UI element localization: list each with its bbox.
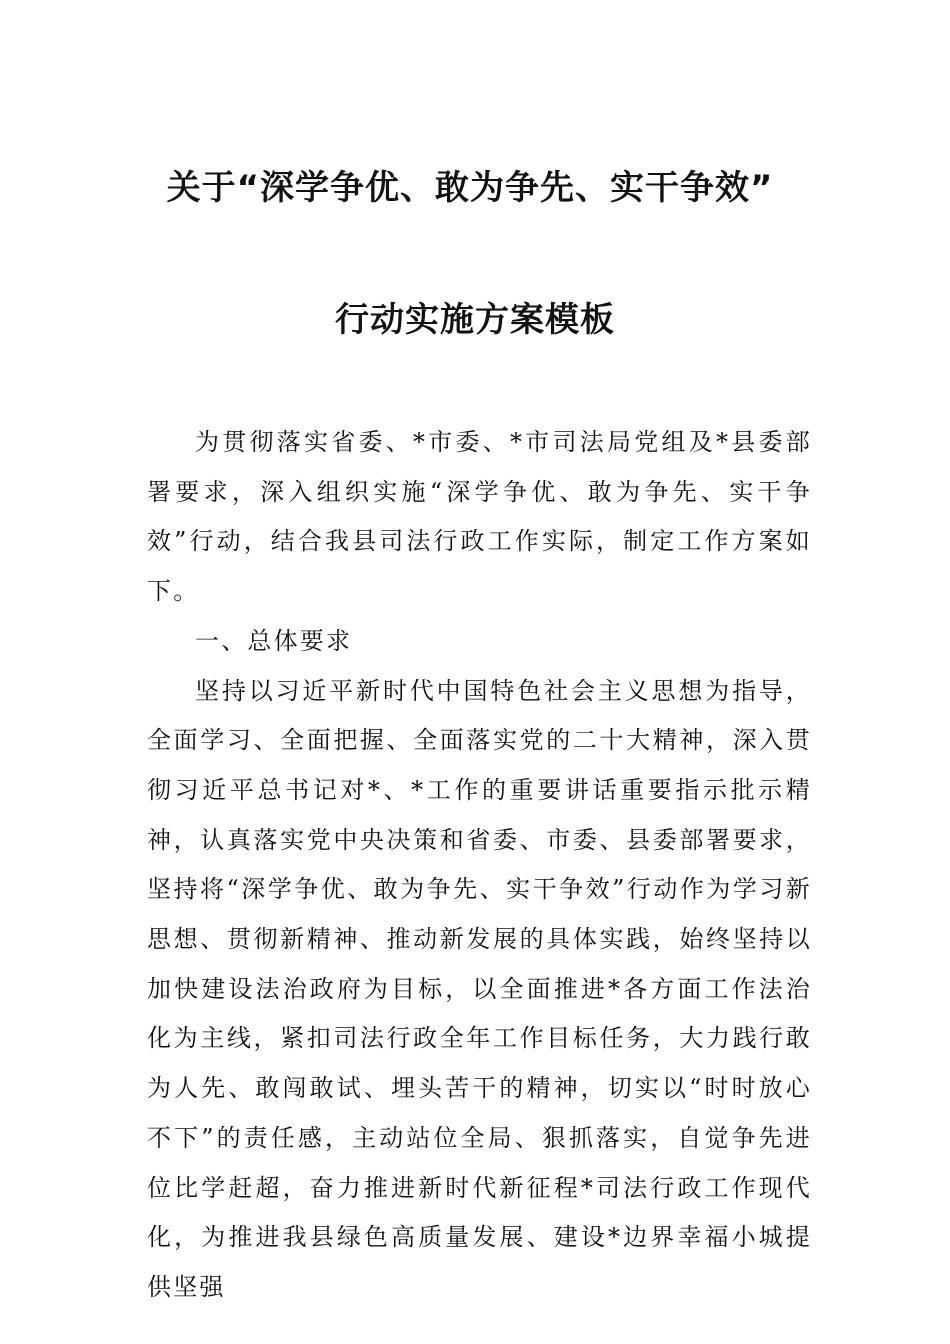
section-heading-overall-requirements: 一、总体要求: [195, 626, 353, 655]
document-title-line-1: 关于“深学争优、敢为争先、实干争效”: [166, 168, 774, 208]
intro-paragraph: 为贯彻落实省委、*市委、*市司法局党组及*县委部署要求，深入组织实施“深学争优、敢为争先、实干争效”行动，结合我县司法行政工作实际，制定工作方案如下。: [147, 428, 812, 606]
body-paragraph: 坚持以习近平新时代中国特色社会主义思想为指导，全面学习、全面把握、全面落实党的二十大精神，深入贯彻习近平总书记对*、*工作的重要讲话重要指示批示精神，认真落实党中央决策和省委、市委、县委部署要求，坚持将“深学争优、敢为争先、实干争效”行动作为学习新思想、贯彻新精神、推动新发展的具体实践，始终坚持以加快建设法治政府为目标，以全面推进*各方面工作法治化为主线，紧扣司法行政全年工作目标任务，大力践行敢为人先、敢闯敢试、埋头苦干的精神，切实以“时时放心不下”的责任感，主动站位全局、狠抓落实，自觉争先进位比学赶超，奋力推进新时代新征程*司法行政工作现代化，为推进我县绿色高质量发展、建设*边界幸福小城提供坚强: [147, 676, 812, 1301]
document-body: [147, 418, 812, 1313]
document-title-line-2: 行动实施方案模板: [335, 300, 615, 340]
